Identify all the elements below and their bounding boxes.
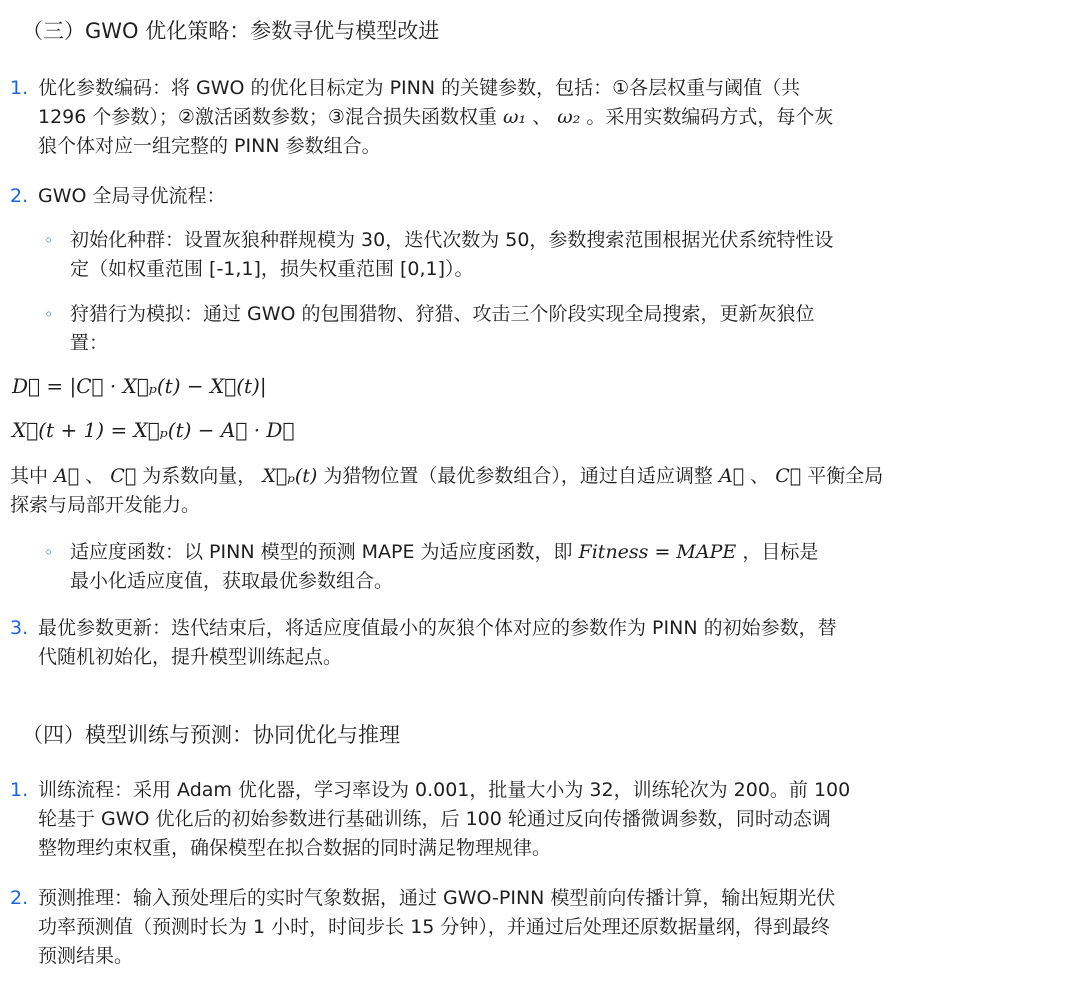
- vector-c-symbol: C⃗: [110, 465, 137, 487]
- vector-xp-symbol: X⃗ₚ(t): [262, 465, 318, 487]
- equation-explanation: [10, 462, 950, 520]
- text-line: [38, 103, 950, 132]
- vector-a-symbol-2: A⃗: [718, 465, 745, 487]
- text-segment: 。采用实数编码方式，每个灰: [586, 106, 834, 128]
- text-line: 预测结果。: [38, 945, 134, 967]
- text-line: GWO 全局寻优流程：: [38, 185, 226, 207]
- omega2-symbol: ω₂: [557, 106, 581, 128]
- text-line: [70, 538, 944, 567]
- text-line: 狼个体对应一组完整的 PINN 参数组合。: [38, 135, 381, 157]
- equation-position-update: X⃗(t + 1) = X⃗ₚ(t) − A⃗ · D⃗: [12, 418, 295, 442]
- separator: 、: [532, 106, 552, 128]
- list-item-param-encoding: [10, 74, 950, 161]
- list-item-optimal-update: [10, 614, 950, 672]
- text-segment: 适应度函数：以 PINN 模型的预测 MAPE 为适应度函数，即: [70, 541, 573, 563]
- vector-a-symbol: A⃗: [54, 465, 80, 487]
- section-4-heading: （四）模型训练与预测：协同优化与推理: [22, 723, 400, 747]
- omega1-symbol: ω₁: [503, 106, 527, 128]
- bullet-hunting-sim: [44, 300, 944, 358]
- text-line: 训练流程：采用 Adam 优化器，学习率设为 0.001，批量大小为 32，训练轮次为 200。前 100: [38, 779, 851, 801]
- list-number: 2.: [10, 185, 29, 207]
- text-segment: 平衡全局: [807, 465, 884, 487]
- list-item-gwo-flow: [10, 182, 950, 211]
- text-segment: 为系数向量，: [142, 465, 257, 487]
- text-line: 最小化适应度值，获取最优参数组合。: [70, 570, 394, 592]
- text-line: 轮基于 GWO 优化后的初始参数进行基础训练，后 100 轮通过反向传播微调参数，同时动态调: [38, 808, 831, 830]
- text-line: [10, 462, 950, 491]
- text-line: 定（如权重范围 [-1,1]，损失权重范围 [0,1]）。: [70, 258, 474, 280]
- list-number: 3.: [10, 617, 29, 639]
- list-item-prediction-inference: [10, 884, 950, 971]
- section-3-heading: （三）GWO 优化策略：参数寻优与模型改进: [22, 19, 440, 43]
- text-line: 预测推理：输入预处理后的实时气象数据，通过 GWO-PINN 模型前向传播计算，输出短期光伏: [38, 887, 836, 909]
- text-line: 狩猎行为模拟：通过 GWO 的包围猎物、狩猎、攻击三个阶段实现全局搜索，更新灰狼位: [70, 303, 815, 325]
- bullet-marker: ◦: [44, 543, 54, 562]
- text-segment: 为猎物位置（最优参数组合），通过自适应调整: [323, 465, 713, 487]
- text-line: 初始化种群：设置灰狼种群规模为 30，迭代次数为 50，参数搜索范围根据光伏系统特性设: [70, 229, 834, 251]
- text-line: 整物理约束权重，确保模型在拟合数据的同时满足物理规律。: [38, 837, 552, 859]
- separator: 、: [85, 465, 105, 487]
- list-number: 2.: [10, 887, 29, 909]
- bullet-marker: ◦: [44, 231, 54, 250]
- separator: 、: [750, 465, 770, 487]
- list-item-training-flow: [10, 776, 950, 863]
- list-number: 1.: [10, 77, 29, 99]
- vector-c-symbol-2: C⃗: [775, 465, 802, 487]
- text-line: 探索与局部开发能力。: [10, 494, 201, 516]
- equation-distance: D⃗ = |C⃗ · X⃗ₚ(t) − X⃗(t)|: [12, 374, 267, 398]
- text-segment: 其中: [10, 465, 49, 487]
- list-number: 1.: [10, 779, 29, 801]
- bullet-init-population: [44, 226, 944, 284]
- text-segment: 1296 个参数）；②激活函数参数；③混合损失函数权重: [38, 106, 497, 128]
- text-line: 代随机初始化，提升模型训练起点。: [38, 646, 343, 668]
- bullet-marker: ◦: [44, 305, 54, 324]
- bullet-fitness-function: [44, 538, 944, 596]
- text-line: 置：: [70, 332, 109, 354]
- text-line: 优化参数编码：将 GWO 的优化目标定为 PINN 的关键参数，包括：①各层权重与阈值（共: [38, 77, 801, 99]
- text-line: 最优参数更新：迭代结束后，将适应度值最小的灰狼个体对应的参数作为 PINN 的初始参数，替: [38, 617, 837, 639]
- fitness-equation: Fitness = MAPE: [578, 541, 737, 563]
- text-segment: ，目标是: [742, 541, 819, 563]
- text-line: 功率预测值（预测时长为 1 小时，时间步长 15 分钟），并通过后处理还原数据量纲，得到最终: [38, 916, 830, 938]
